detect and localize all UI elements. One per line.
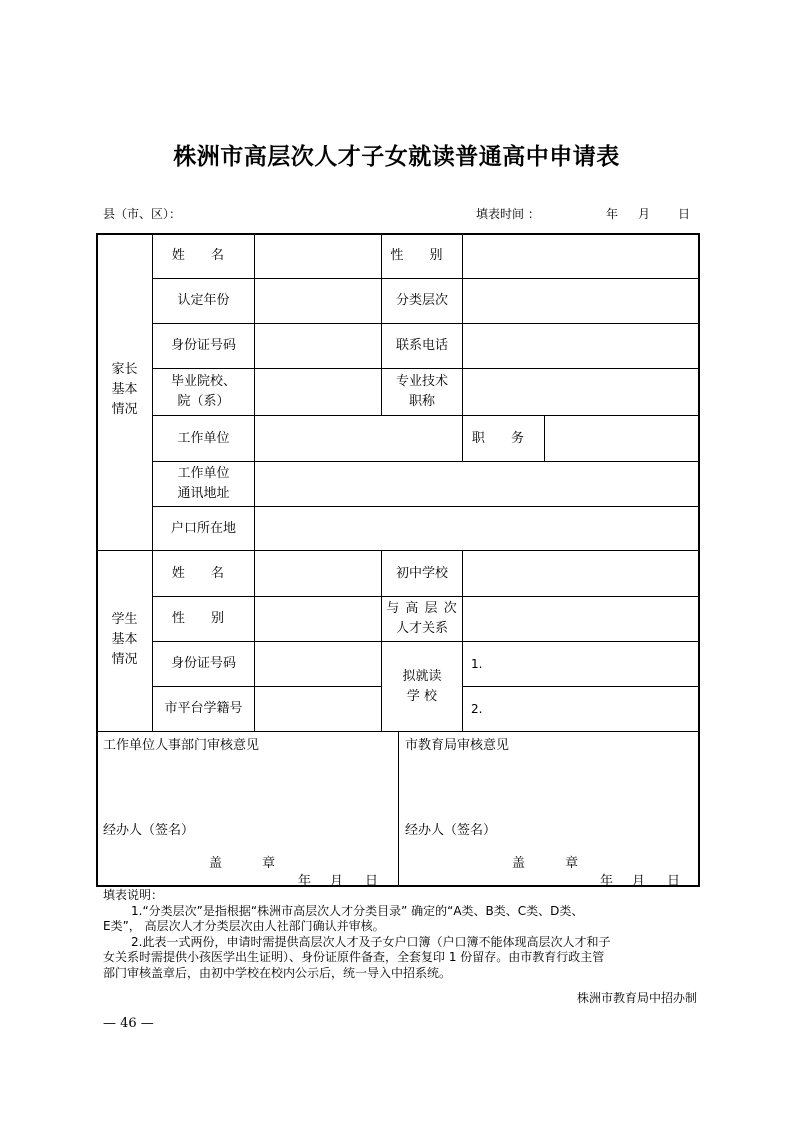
hukou-label: 户口所在地 [170, 520, 236, 536]
employer-field[interactable] [255, 416, 462, 461]
phone-field[interactable] [463, 324, 698, 368]
employer-review-year: 年 [298, 874, 312, 889]
graduate-school-label: 毕业院校、 院（系） [170, 374, 236, 409]
professional-title-field[interactable] [463, 369, 698, 415]
relation-field[interactable] [463, 597, 698, 641]
employer-handler-label: 经办人（签名） [103, 823, 195, 838]
note-1-line-1: 1.“分类层次”是指根据“株洲市高层次人才分类目录” 确定的“A类、B类、C类、D类、 [131, 903, 584, 918]
bureau-review-year: 年 [600, 874, 614, 889]
student-gender-field[interactable] [255, 597, 381, 641]
header-year: 年 [606, 207, 619, 221]
form-title: 株洲市高层次人才子女就读普通高中申请表 [173, 143, 620, 170]
relation-label: 与 高 层 次 人才关系 [386, 601, 458, 636]
bureau-handler-label: 经办人（签名） [405, 823, 497, 838]
phone-label: 联系电话 [395, 338, 448, 353]
bureau-review-month: 月 [632, 874, 646, 889]
hukou-field[interactable] [255, 507, 698, 550]
instructions-heading: 填表说明： [103, 888, 164, 902]
cert-year-label: 认定年份 [177, 293, 230, 308]
parent-section-label: 家长 基本 情况 [111, 362, 138, 417]
middle-school-label: 初中学校 [395, 565, 448, 581]
platform-id-label: 市平台学籍号 [164, 701, 243, 716]
parent-gender-field[interactable] [463, 234, 698, 278]
position-label: 职 务 [471, 430, 536, 446]
student-gender-label: 性 别 [171, 611, 236, 626]
intended-school-option-2[interactable]: 2. [471, 702, 483, 716]
bureau-review-day: 日 [667, 874, 681, 889]
middle-school-field[interactable] [463, 551, 698, 596]
work-address-field[interactable] [255, 462, 698, 506]
employer-review-day: 日 [365, 874, 379, 889]
intended-school-option-1[interactable]: 1. [471, 657, 483, 671]
header-month: 月 [638, 207, 651, 221]
page-number: — 46 — [103, 1016, 154, 1031]
position-field[interactable] [545, 416, 698, 461]
employer-review-month: 月 [330, 874, 344, 889]
student-id-field[interactable] [255, 642, 381, 686]
parent-id-label: 身份证号码 [170, 338, 236, 353]
note-2-line-2: 女关系时需提供小孩医学出生证明）、身份证原件备查，全套复印 1 份留存。由市教育行政主管 [103, 950, 605, 964]
parent-name-label: 姓 名 [171, 248, 236, 263]
employer-seal-label: 盖 章 [209, 856, 294, 871]
student-id-label: 身份证号码 [170, 656, 236, 671]
note-1-line-2: E类”， 高层次人才分类层次由人社部门确认并审核。 [103, 919, 385, 933]
student-name-label: 姓 名 [171, 565, 236, 581]
professional-title-label: 专业技术 职称 [395, 374, 448, 409]
form-instructions [103, 888, 699, 981]
employer-review-title: 工作单位人事部门审核意见 [103, 738, 260, 753]
header-day: 日 [678, 207, 691, 221]
parent-gender-label: 性 别 [390, 248, 454, 263]
platform-id-field[interactable] [255, 687, 381, 731]
issuer-credit: 株洲市教育局中招办制 [576, 991, 697, 1005]
date-label: 填表时间 ： [476, 207, 540, 221]
student-name-field[interactable] [255, 551, 381, 596]
parent-name-field[interactable] [255, 234, 381, 278]
category-field[interactable] [463, 279, 698, 323]
cert-year-field[interactable] [255, 279, 381, 323]
note-2-line-1: 2.此表一式两份，申请时需提供高层次人才及子女户口簿（户口簿不能体现高层次人才和子 [131, 934, 611, 949]
category-label: 分类层次 [395, 293, 448, 308]
note-2-line-3: 部门审核盖章后，由初中学校在校内公示后，统一导入中招系统。 [103, 965, 452, 980]
employer-label: 工作单位 [177, 430, 230, 446]
graduate-school-field[interactable] [255, 369, 381, 415]
intended-school-label: 拟就读 学 校 [402, 668, 442, 704]
education-bureau-review-title: 市教育局审核意见 [405, 738, 510, 753]
bureau-seal-label: 盖 章 [512, 856, 597, 871]
parent-id-field[interactable] [255, 324, 381, 368]
county-label: 县（市、区）： [103, 207, 182, 221]
student-section-label: 学生 基本 情况 [111, 612, 138, 667]
work-address-label: 工作单位 通讯地址 [177, 466, 230, 501]
